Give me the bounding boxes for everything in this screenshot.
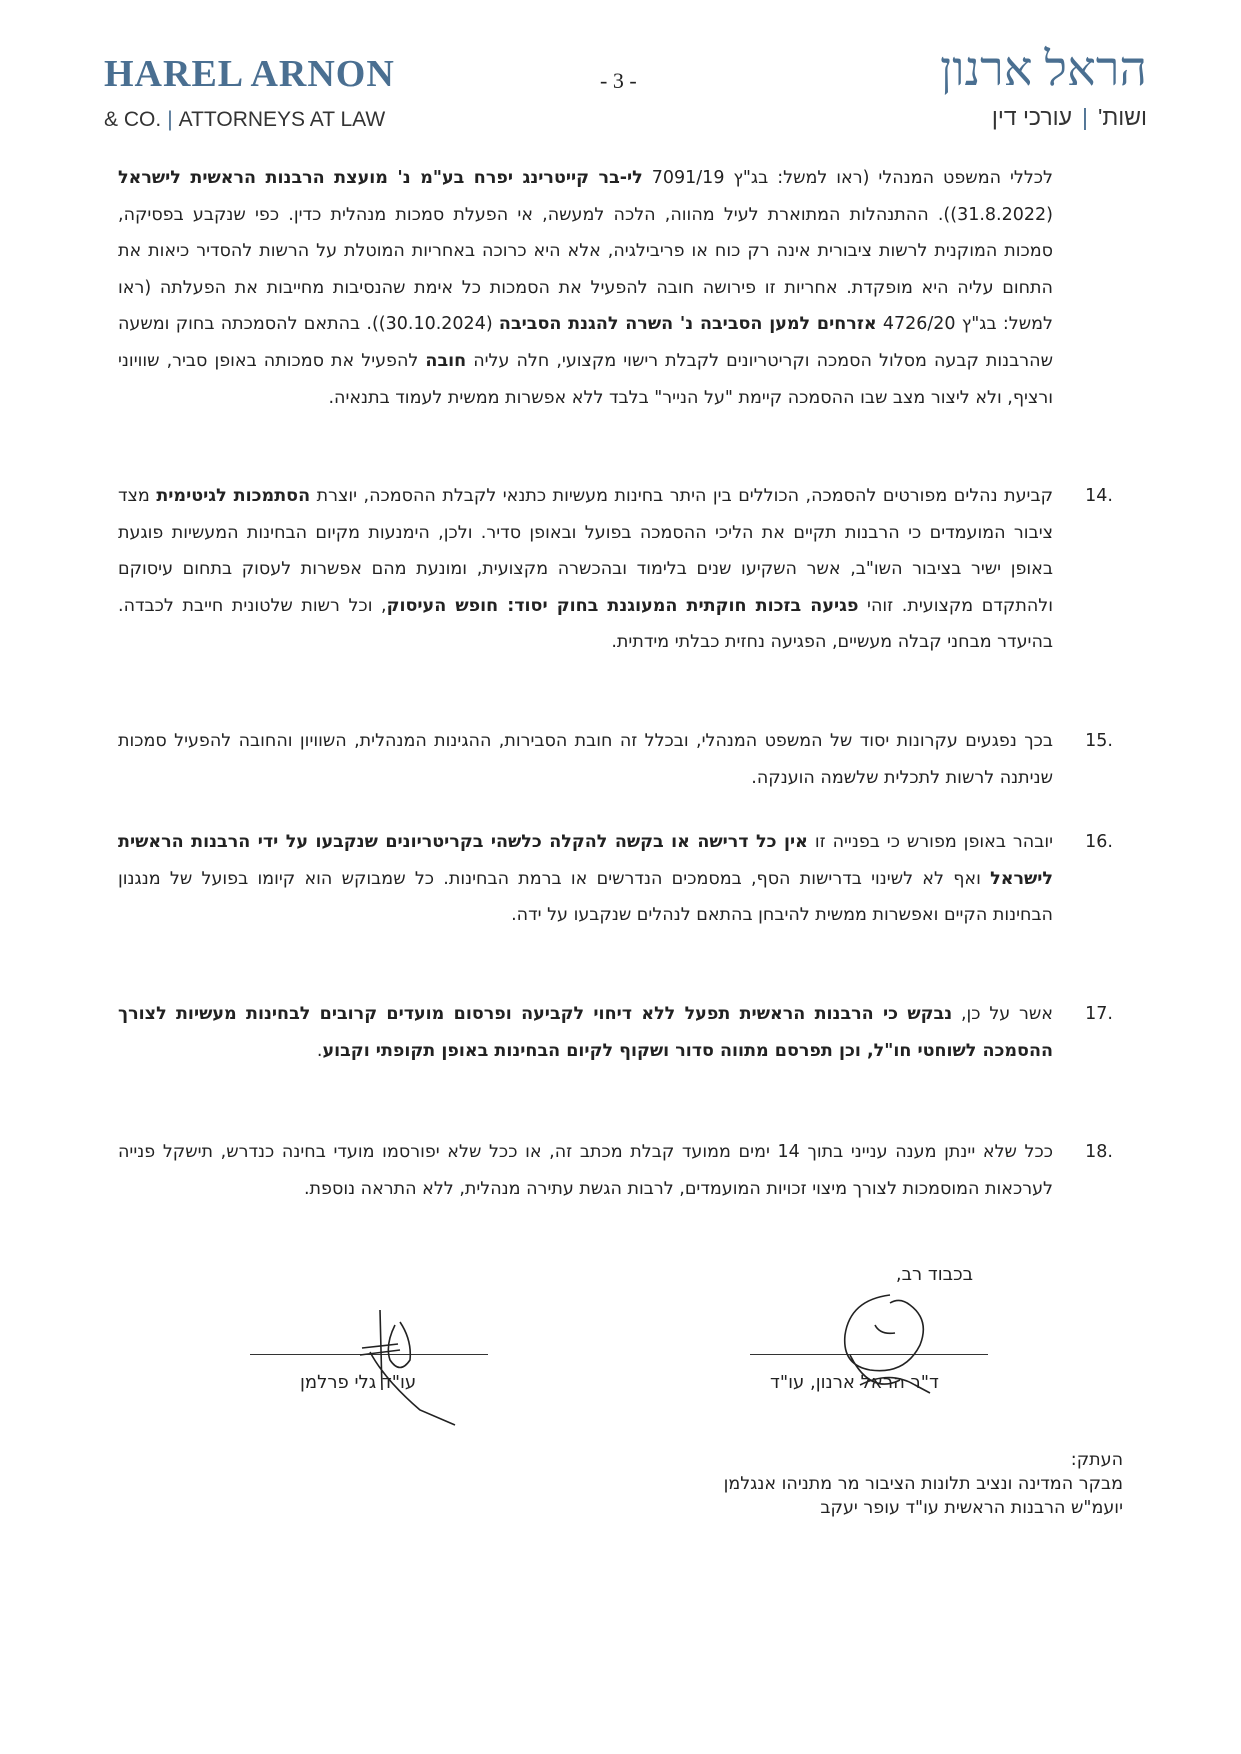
firm-tagline-hebrew: [992, 104, 1147, 131]
firm-logo-english: HAREL ARNON: [104, 53, 395, 95]
cc-recipient-1: מבקר המדינה ונציב תלונות הציבור מר מתניהו אנגלמן: [723, 1474, 1123, 1494]
p18-text: ככל שלא יינתן מענה ענייני בתוך 14 ימים ממועד קבלת מכתב זה, או ככל שלא יפורסמו מועדי בחינה כנדרש, תישקל פנייה לערכאות המוסמכות לצורך מיצוי זכויות המועמדים, לרבות הגשת עתירה מנהלית, ללא התראה נוספת.: [118, 1142, 1053, 1199]
p13-duty-emphasis: חובה: [425, 350, 467, 371]
paragraph-13-continued: [118, 160, 1053, 416]
paragraph-number: 16.: [1085, 832, 1113, 852]
signatory-perlman: עו"ד גלי פרלמן: [300, 1372, 417, 1393]
p13-text-a: לכללי המשפט המנהלי (ראו למשל: בג"ץ 7091/19: [642, 168, 1053, 188]
paragraph-15: [118, 723, 1113, 796]
p13-text-d: (30.10.2024)). בהתאם להסמכתה בחוק ומשעה שהרבנות קבעה מסלול הסמכה וקריטריונים לקבלת רישוי מקצועי, חלה עליה: [118, 314, 1054, 371]
signatory-arnon: ד"ר הראל ארנון, עו"ד: [770, 1372, 939, 1393]
p13-text-c: (31.8.2022)). ההתנהלות המתוארת לעיל מהווה, הלכה למעשה, אי הפעלת סמכות מנהלית כדין. כפי שנקבע בפסיקה, סמכות המוקנית לרשות ציבורית אינה רק כוח או פריבילגיה, אלא היא כרוכה באחריות המוטלת על הרשות להסדיר כיאות את התחום עליה היא מופקדת. אחריות זו פירושה חובה להפעיל את הסמכות כל אימת שהנסיבות מחייבות את הפעלתה (ראו למשל: בג"ץ 4726/20: [118, 204, 1053, 335]
p14-text-a: קביעת נהלים מפורטים להסמכה, הכוללים בין היתר בחינות מעשיות כתנאי לקבלת ההסמכה, יוצרת: [310, 486, 1053, 506]
tagline-co: & CO.: [104, 108, 162, 131]
p14-text-c: מצד ציבור המועמדים כי הרבנות תקיים את הליכי ההסמכה בפועל ובאופן סדיר. ולכן, הימנעות מקיום הבחינות המעשיות פוגעת באופן ישיר בציבור השו"ב, אשר השקיעו שנים בלימוד ובהכשרה מקצועית, ומונעת מהם אפשרות לעסוק בתחום עיסוקם ולהתקדם מקצועית. זוהי: [118, 486, 1053, 616]
paragraph-18: [118, 1134, 1113, 1207]
p13-case-name-1: לי-בר קייטרינג יפרח בע"מ נ' מועצת הרבנות הראשית לישראל: [118, 168, 643, 188]
tagline-he-attorneys: עורכי דין: [991, 104, 1072, 130]
p15-text: בכך נפגעים עקרונות יסוד של המשפט המנהלי, ובכלל זה חובת הסבירות, ההגינות המנהלית, השוויון והחובה להפעיל סמכות שניתנה לרשות לתכלית שלשמה הוענקה.: [118, 731, 1053, 788]
tagline-he-co: ושות': [1097, 104, 1147, 130]
p13-text-e: להפעיל את סמכותה באופן סביר, שוויוני ורציף, ולא ליצור מצב שבו ההסמכה קיימת "על הנייר" בלבד ללא אפשרות ממשית לעמוד בתנאיה.: [118, 350, 1053, 408]
tagline-he-separator: |: [1081, 104, 1088, 130]
paragraph-number: 17.: [1085, 1004, 1113, 1024]
signature-perlman: [340, 1300, 480, 1430]
p16-no-relief-emphasis: אין כל דרישה או בקשה להקלה כלשהי בקריטריונים שנקבעו על ידי הרבנות הראשית לישראל: [118, 832, 1053, 889]
p14-text-d: , וכל רשות שלטונית חייבת לכבדה. בהיעדר מבחני קבלה מעשיים, הפגיעה נחזית כבלתי מידתית.: [118, 595, 1053, 653]
p17-text-a: אשר על כן,: [952, 1004, 1053, 1024]
p13-case-name-2: אזרחים למען הסביבה נ' השרה להגנת הסביבה: [498, 314, 877, 335]
closing-salutation: בכבוד רב,: [895, 1264, 973, 1285]
tagline-attorneys: ATTORNEYS AT LAW: [178, 108, 386, 131]
firm-logo-hebrew: הראל ארנון: [940, 43, 1147, 96]
p14-reliance-emphasis: הסתמכות לגיטימית: [156, 486, 311, 506]
cc-label: העתק:: [1070, 1450, 1123, 1470]
p16-text-a: יובהר באופן מפורש כי בפנייה זו: [807, 832, 1053, 852]
paragraph-14: [118, 478, 1113, 661]
p17-text-c: .: [316, 1040, 323, 1061]
firm-tagline-english: [104, 108, 385, 132]
paragraph-number: 18.: [1085, 1142, 1113, 1162]
paragraph-17: [118, 996, 1113, 1069]
p17-request-emphasis: נבקש כי הרבנות הראשית תפעל ללא דיחוי לקביעה ופרסום מועדים קרובים לבחינות מעשיות לצורך ההסמכה לשוחטי חו"ל, וכן תפרסם מתווה סדור ושקוף לקיום הבחינות באופן תקופתי וקבוע: [118, 1004, 1053, 1061]
paragraph-number: 14.: [1085, 486, 1113, 506]
page-number: - 3 -: [600, 68, 637, 93]
tagline-separator: |: [167, 108, 173, 131]
cc-block: [724, 1448, 1123, 1520]
p16-text-c: ואף לא לשינוי בדרישות הסף, במסמכים הנדרשים או ברמת הבחינות. כל שמבוקש הוא קיומו בפועל של מנגנון הבחינות הקיים ואפשרות ממשית להיבחן בהתאם לנהלים שנקבעו על ידה.: [118, 868, 1053, 926]
paragraph-16: [118, 824, 1113, 934]
p14-constitutional-emphasis: פגיעה בזכות חוקתית המעוגנת בחוק יסוד: חופש העיסוק: [386, 595, 859, 616]
paragraph-number: 15.: [1085, 731, 1113, 751]
cc-recipient-2: יועמ"ש הרבנות הראשית עו"ד עופר יעקב: [820, 1498, 1123, 1518]
